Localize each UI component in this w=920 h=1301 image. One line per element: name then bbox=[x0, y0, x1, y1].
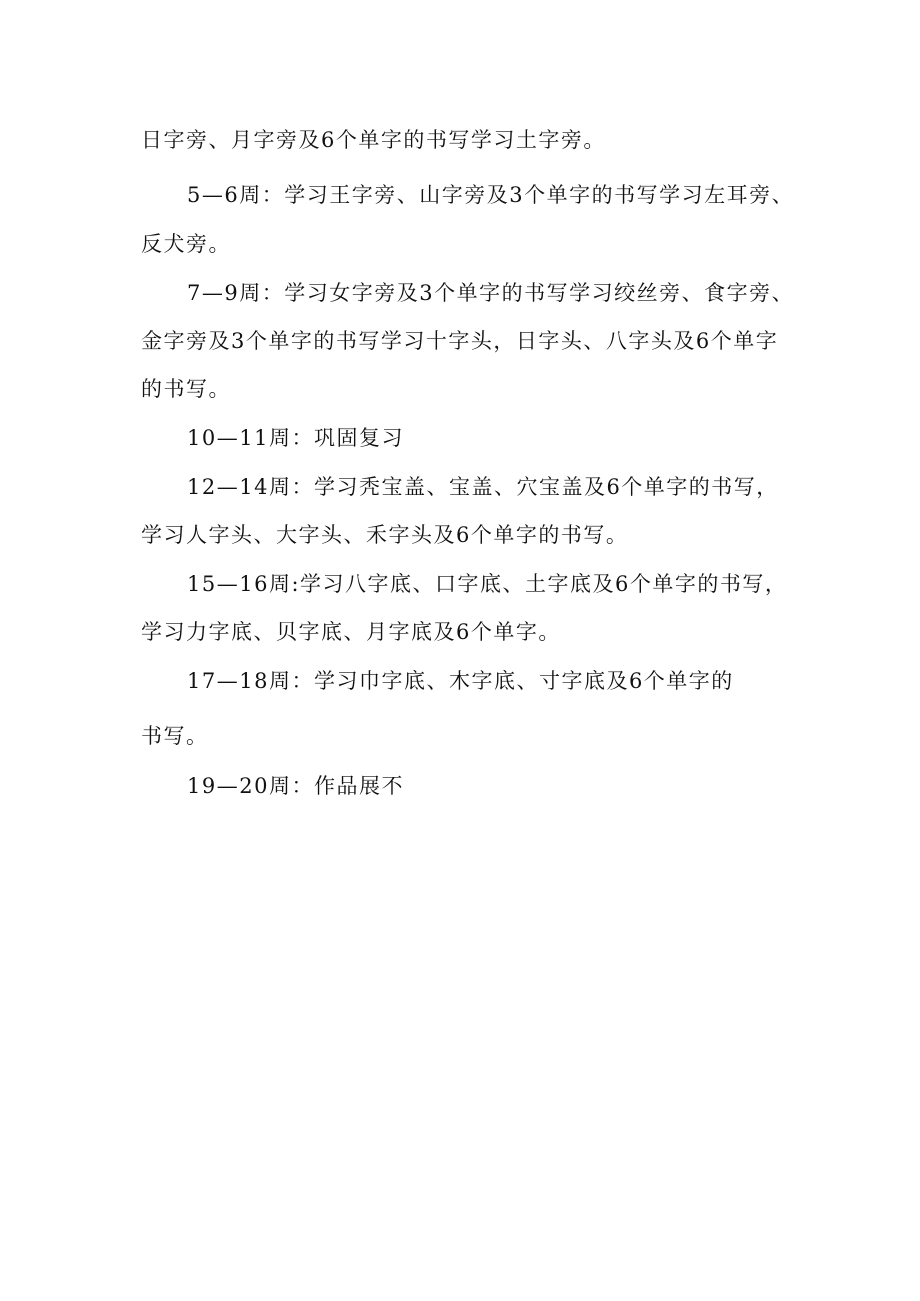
text-line: 学习力字底、贝字底、月字底及6个单字。 bbox=[141, 620, 561, 644]
text-line: 19—20周：作品展不 bbox=[187, 774, 404, 798]
text-line: 7—9周：学习女字旁及3个单字的书写学习绞丝旁、食字旁、 bbox=[187, 281, 795, 305]
text-line: 5—6周：学习王字旁、山字旁及3个单字的书写学习左耳旁、 bbox=[187, 183, 795, 207]
text-line: 12—14周：学习秃宝盖、宝盖、穴宝盖及6个单字的书写， bbox=[187, 475, 779, 499]
text-line: 10—11周：巩固复习 bbox=[187, 426, 404, 450]
text-line: 反犬旁。 bbox=[141, 232, 231, 256]
text-line: 日字旁、月字旁及6个单字的书写学习土字旁。 bbox=[141, 128, 606, 152]
text-line: 书写。 bbox=[141, 724, 209, 748]
text-line: 17—18周：学习巾字底、木字底、寸字底及6个单字的 bbox=[187, 669, 734, 693]
text-line: 15—16周:学习八字底、口字底、土字底及6个单字的书写， bbox=[187, 572, 788, 596]
text-line: 的书写。 bbox=[141, 377, 231, 401]
text-line: 金字旁及3个单字的书写学习十字头，日字头、八字头及6个单字 bbox=[141, 329, 779, 353]
text-line: 学习人字头、大字头、禾字头及6个单字的书写。 bbox=[141, 523, 629, 547]
